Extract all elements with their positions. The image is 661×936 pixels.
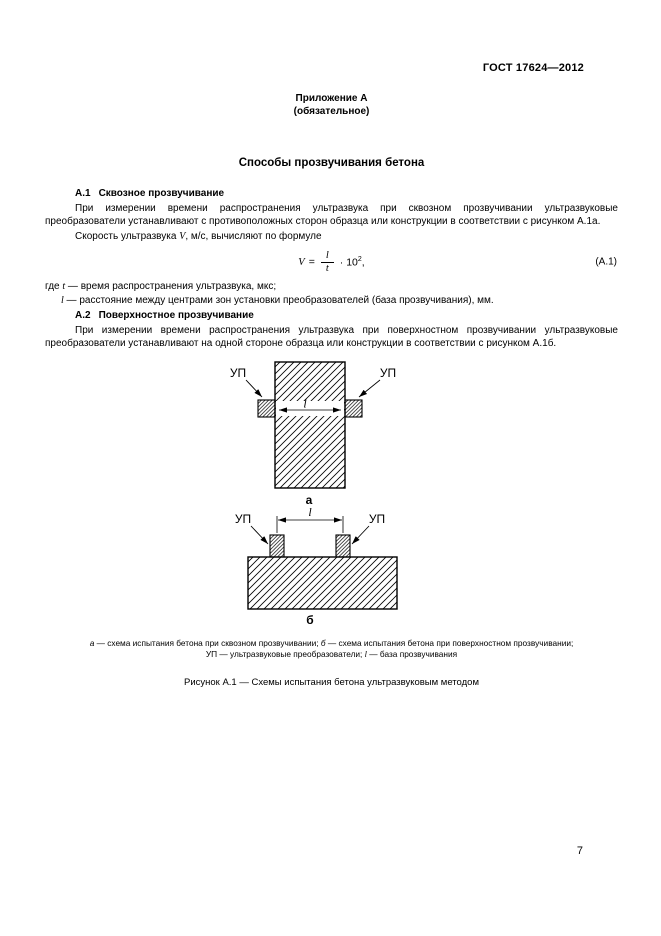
formula-factor: · $10^2$, (339, 255, 365, 269)
transducer-label-b-right: УП (368, 512, 386, 526)
concrete-specimen-slab (248, 557, 397, 609)
diagram-b-surface-sounding (235, 505, 397, 627)
diagram-a-through-sounding (230, 362, 396, 507)
concrete-specimen-column (275, 362, 345, 488)
transducer-label-a-right: УП (379, 366, 397, 380)
section-a2-heading (45, 310, 618, 321)
formula-definitions (45, 280, 618, 307)
section-a2-number: А.2 (75, 310, 91, 321)
transducer-label-a-left: УП (229, 366, 247, 380)
transducer-b-right (336, 535, 350, 557)
section-a2-title: Поверхностное прозвучивание (98, 310, 254, 321)
pointer-arrow-a-right (359, 380, 380, 397)
pointer-arrow-b-right (352, 526, 369, 544)
section-a1-heading (45, 188, 618, 199)
transducer-a-right (345, 400, 362, 417)
formula-var-v: V (298, 256, 305, 268)
base-length-label-a: l (303, 396, 307, 411)
main-title: Способы прозвучивания бетона (238, 157, 425, 169)
formula-number: (А.1) (595, 256, 617, 268)
formula-numerator: l (321, 251, 334, 263)
formula-exponent: 2 (357, 255, 362, 263)
formula-fraction (321, 251, 334, 274)
appendix-header (45, 92, 618, 118)
section-a1-number: А.1 (75, 188, 91, 199)
doc-number: ГОСТ 17624—2012 (482, 62, 584, 74)
page-content (45, 0, 618, 688)
definition-base: l — расстояние между центрами зон установки преобразователей (база прозвучивания), мм. (61, 294, 494, 306)
pointer-arrow-a-left (246, 380, 262, 397)
section-a1-title: Сквозное прозвучивание (98, 188, 225, 199)
formula-intro-text-1: Скорость ультразвука (75, 231, 180, 242)
time-variable: t (62, 281, 66, 292)
diagram-a-label: а (305, 493, 313, 507)
velocity-variable: V (179, 231, 186, 242)
appendix-subtitle: (обязательное) (293, 106, 370, 117)
base-length-label-b: l (308, 505, 312, 519)
transducer-label-b-left: УП (234, 512, 252, 526)
figure-title: Рисунок А.1 — Схемы испытания бетона ультразвуковым методом (183, 677, 479, 688)
section-a1-paragraph: При измерении времени распространения ультразвука при сквозном прозвучивании ультразвуковые преобразователи устанавливают с противоположных сторон образца или конструкции в соответствии с рисунком А.1а. (45, 203, 618, 227)
formula-a1 (45, 247, 618, 277)
formula-comma: , (361, 256, 365, 269)
formula-equals: = (308, 256, 315, 268)
sounding-path-band (276, 401, 344, 416)
figure-a1 (45, 360, 618, 688)
formula-denominator: t (325, 262, 329, 274)
figure-caption (45, 638, 618, 660)
figure-caption-line-2: УП — ультразвуковые преобразователи; l — база прозвучивания (205, 649, 458, 659)
definition-time: где t — время распространения ультразвука, мкс; (45, 281, 277, 292)
figure-caption-line-1: а — схема испытания бетона при сквозном прозвучивании; б — схема испытания бетона при поверхностном прозвучивании; (89, 638, 574, 648)
transducer-a-left (258, 400, 275, 417)
formula-intro-text-2: , м/с, вычисляют по формуле (185, 231, 322, 242)
figure-a1-diagrams (100, 360, 520, 632)
diagram-b-label: б (306, 613, 314, 627)
appendix-title: Приложение А (295, 93, 368, 104)
section-a2-paragraph: При измерении времени распространения ультразвука при поверхностном прозвучивании ультразвуковые преобразователи устанавливают на одной стороне образца или конструкции в соответствии с рисунком А.1б. (45, 325, 618, 349)
formula-intro (45, 230, 618, 243)
pointer-arrow-b-left (251, 526, 268, 544)
transducer-b-left (270, 535, 284, 557)
page-number: 7 (576, 845, 583, 857)
base-variable: l (61, 294, 64, 306)
